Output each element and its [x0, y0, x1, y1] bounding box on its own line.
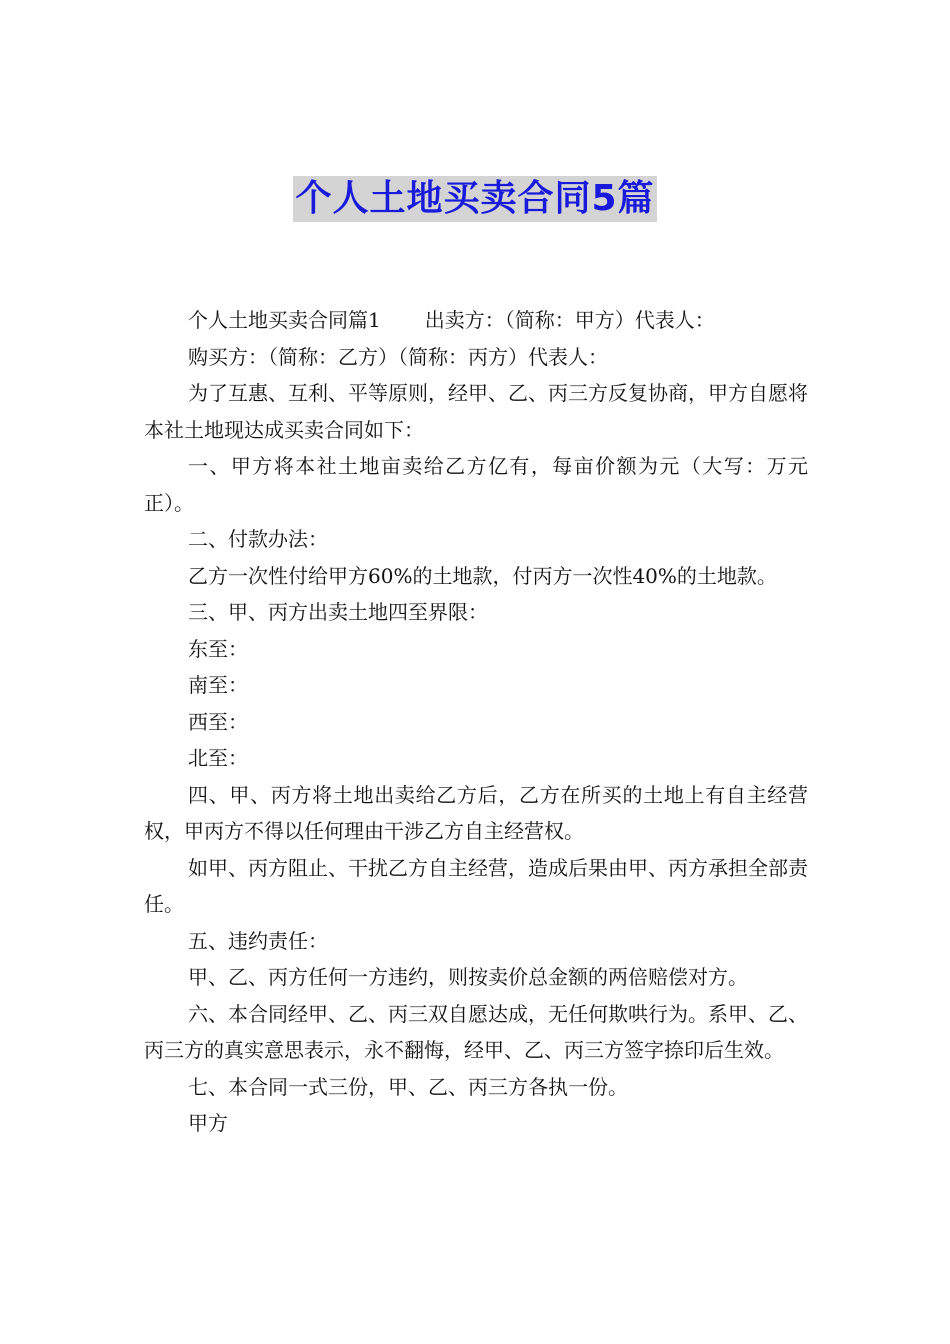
clause-4: 四、甲、丙方将土地出卖给乙方后，乙方在所买的土地上有自主经营权，甲丙方不得以任何理由干涉乙方自主经营权。: [144, 782, 808, 843]
clause-5-heading: 五、违约责任：: [188, 928, 328, 953]
clause-2-body: 乙方一次性付给甲方60%的土地款，付丙方一次性40%的土地款。: [188, 563, 777, 588]
clause-7: 七、本合同一式三份，甲、乙、丙三方各执一份。: [188, 1074, 628, 1099]
contract-section-label: 个人土地买卖合同篇1: [188, 308, 381, 332]
boundary-south: 南至：: [188, 673, 248, 697]
buyer-line: 购买方：（简称：乙方）（简称：丙方）代表人：: [188, 344, 608, 369]
clause-3-heading: 三、甲、丙方出卖土地四至界限：: [188, 600, 488, 624]
boundary-east: 东至：: [188, 636, 248, 661]
document-title: 个人土地买卖合同5篇: [293, 176, 656, 222]
boundary-west: 西至：: [188, 709, 248, 734]
paragraph-heading-line: [144, 302, 808, 339]
clause-1: 一、甲方将本社土地亩卖给乙方亿有，每亩价额为元（大写：万元正）。: [144, 454, 808, 515]
signature-party-a: 甲方: [188, 1111, 228, 1135]
boundary-north: 北至：: [188, 746, 248, 770]
clause-4-continued: 如甲、丙方阻止、干扰乙方自主经营，造成后果由甲、丙方承担全部责任。: [144, 855, 808, 916]
clause-5-body: 甲、乙、丙方任何一方违约，则按卖价总金额的两倍赔偿对方。: [188, 965, 748, 989]
clause-6: 六、本合同经甲、乙、丙三双自愿达成，无任何欺哄行为。系甲、乙、丙三方的真实意思表示，永不翻悔，经甲、乙、丙三方签字捺印后生效。: [144, 1001, 808, 1062]
document-body: [144, 302, 808, 1142]
seller-line: 出卖方：（简称：甲方）代表人：: [424, 308, 715, 332]
clause-2-heading: 二、付款办法：: [188, 527, 328, 551]
preamble-paragraph: 为了互惠、互利、平等原则，经甲、乙、丙三方反复协商，甲方自愿将本社土地现达成买卖合同如下：: [144, 381, 808, 442]
title-container: [0, 176, 950, 222]
